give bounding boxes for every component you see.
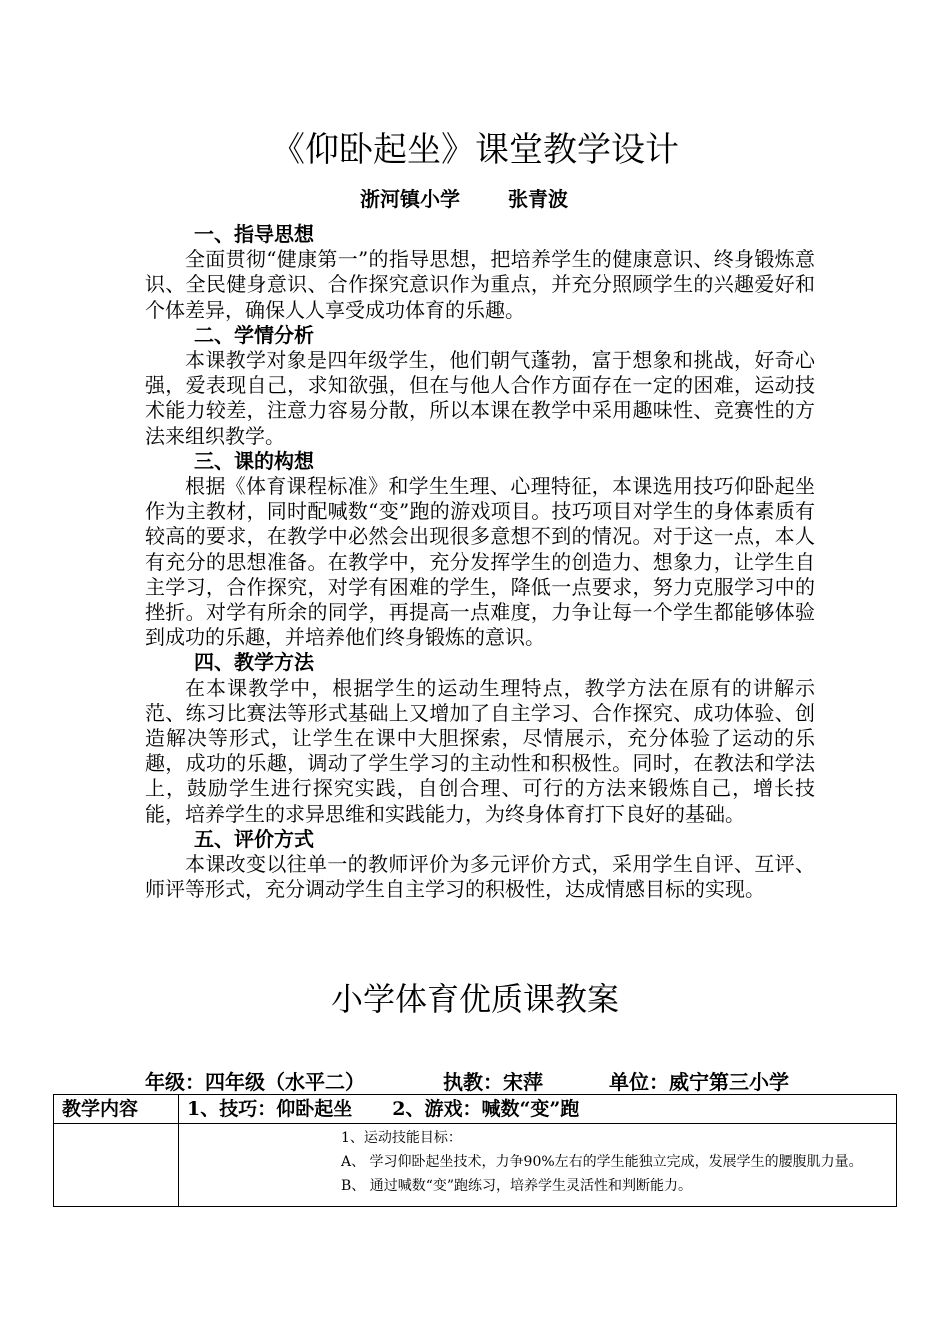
table-row <box>54 1095 897 1124</box>
section-paragraph: 根据《体育课程标准》和学生生理、心理特征，本课选用技巧仰卧起坐作为主教材，同时配喊数“变”跑的游戏项目。技巧项目对学生的身体素质有较高的要求，在教学中必然会出现很多意想不到的情况。对于这一点，本人有充分的思想准备。在教学中，充分发挥学生的创造力、想象力，让学生自主学习，合作探究，对学有困难的学生，降低一点要求，努力克服学习中的挫折。对学有所余的同学，再提高一点难度，力争让每一个学生都能够体验到成功的乐趣，并培养他们终身锻炼的意识。 <box>145 474 815 650</box>
teaching-content-cell <box>179 1095 897 1124</box>
section-paragraph: 本课教学对象是四年级学生，他们朝气蓬勃，富于想象和挑战，好奇心强，爱表现自己，求知欲强，但在与他人合作方面存在一定的困难，运动技术能力较差，注意力容易分散，所以本课在教学中采用趣味性、竞赛性的方法来组织教学。 <box>145 348 815 448</box>
unit-label: 单位：威宁第三小学 <box>609 1070 789 1094</box>
content-item: 1、技巧：仰卧起坐 <box>187 1098 353 1120</box>
goals-title: 1、运动技能目标： <box>341 1130 462 1146</box>
section-heading: 二、学情分析 <box>194 322 314 347</box>
lesson-plan-table <box>53 1094 897 1207</box>
goal-item: A、 学习仰卧起坐技术，力争90%左右的学生能独立完成，发展学生的腰腹肌力量。 <box>341 1154 863 1170</box>
section-paragraph: 本课改变以往单一的教师评价为多元评价方式，采用学生自评、互评、师评等形式，充分调动学生自主学习的积极性，达成情感目标的实现。 <box>145 852 815 902</box>
row-label-empty <box>54 1124 179 1207</box>
section-heading: 五、评价方式 <box>194 826 314 851</box>
goals-cell <box>179 1124 897 1207</box>
table-row <box>54 1124 897 1207</box>
lesson-info-line <box>145 1068 789 1096</box>
document-title: 《仰卧起坐》课堂教学设计 <box>271 130 679 170</box>
section-heading: 三、课的构想 <box>194 448 314 473</box>
design-body <box>145 222 815 902</box>
byline <box>360 184 568 214</box>
lesson-plan-title: 小学体育优质课教案 <box>330 980 619 1018</box>
section-paragraph: 全面贯彻“健康第一”的指导思想，把培养学生的健康意识、终身锻炼意识、全民健身意识、合作探究意识作为重点，并充分照顾学生的兴趣爱好和个体差异，确保人人享受成功体育的乐趣。 <box>145 247 815 322</box>
section-heading: 四、教学方法 <box>194 650 314 675</box>
teacher-label: 执教：宋萍 <box>443 1070 543 1094</box>
author-name: 张青波 <box>508 187 568 211</box>
grade-label: 年级：四年级（水平二） <box>145 1070 365 1094</box>
section-heading: 一、指导思想 <box>194 222 314 246</box>
goal-item: B、 通过喊数“变”跑练习，培养学生灵活性和判断能力。 <box>341 1178 693 1194</box>
school-name: 浙河镇小学 <box>360 187 460 211</box>
content-item: 2、游戏：喊数“变”跑 <box>392 1098 580 1120</box>
row-label-teaching-content: 教学内容 <box>54 1095 179 1124</box>
section-paragraph: 在本课教学中，根据学生的运动生理特点，教学方法在原有的讲解示范、练习比赛法等形式基础上又增加了自主学习、合作探究、成功体验、创造解决等形式，让学生在课中大胆探索，尽情展示，充分体验了运动的乐趣，成功的乐趣，调动了学生学习的主动性和积极性。同时，在教法和学法上，鼓励学生进行探究实践，自创合理、可行的方法来锻炼自己，增长技能，培养学生的求异思维和实践能力，为终身体育打下良好的基础。 <box>145 675 815 826</box>
